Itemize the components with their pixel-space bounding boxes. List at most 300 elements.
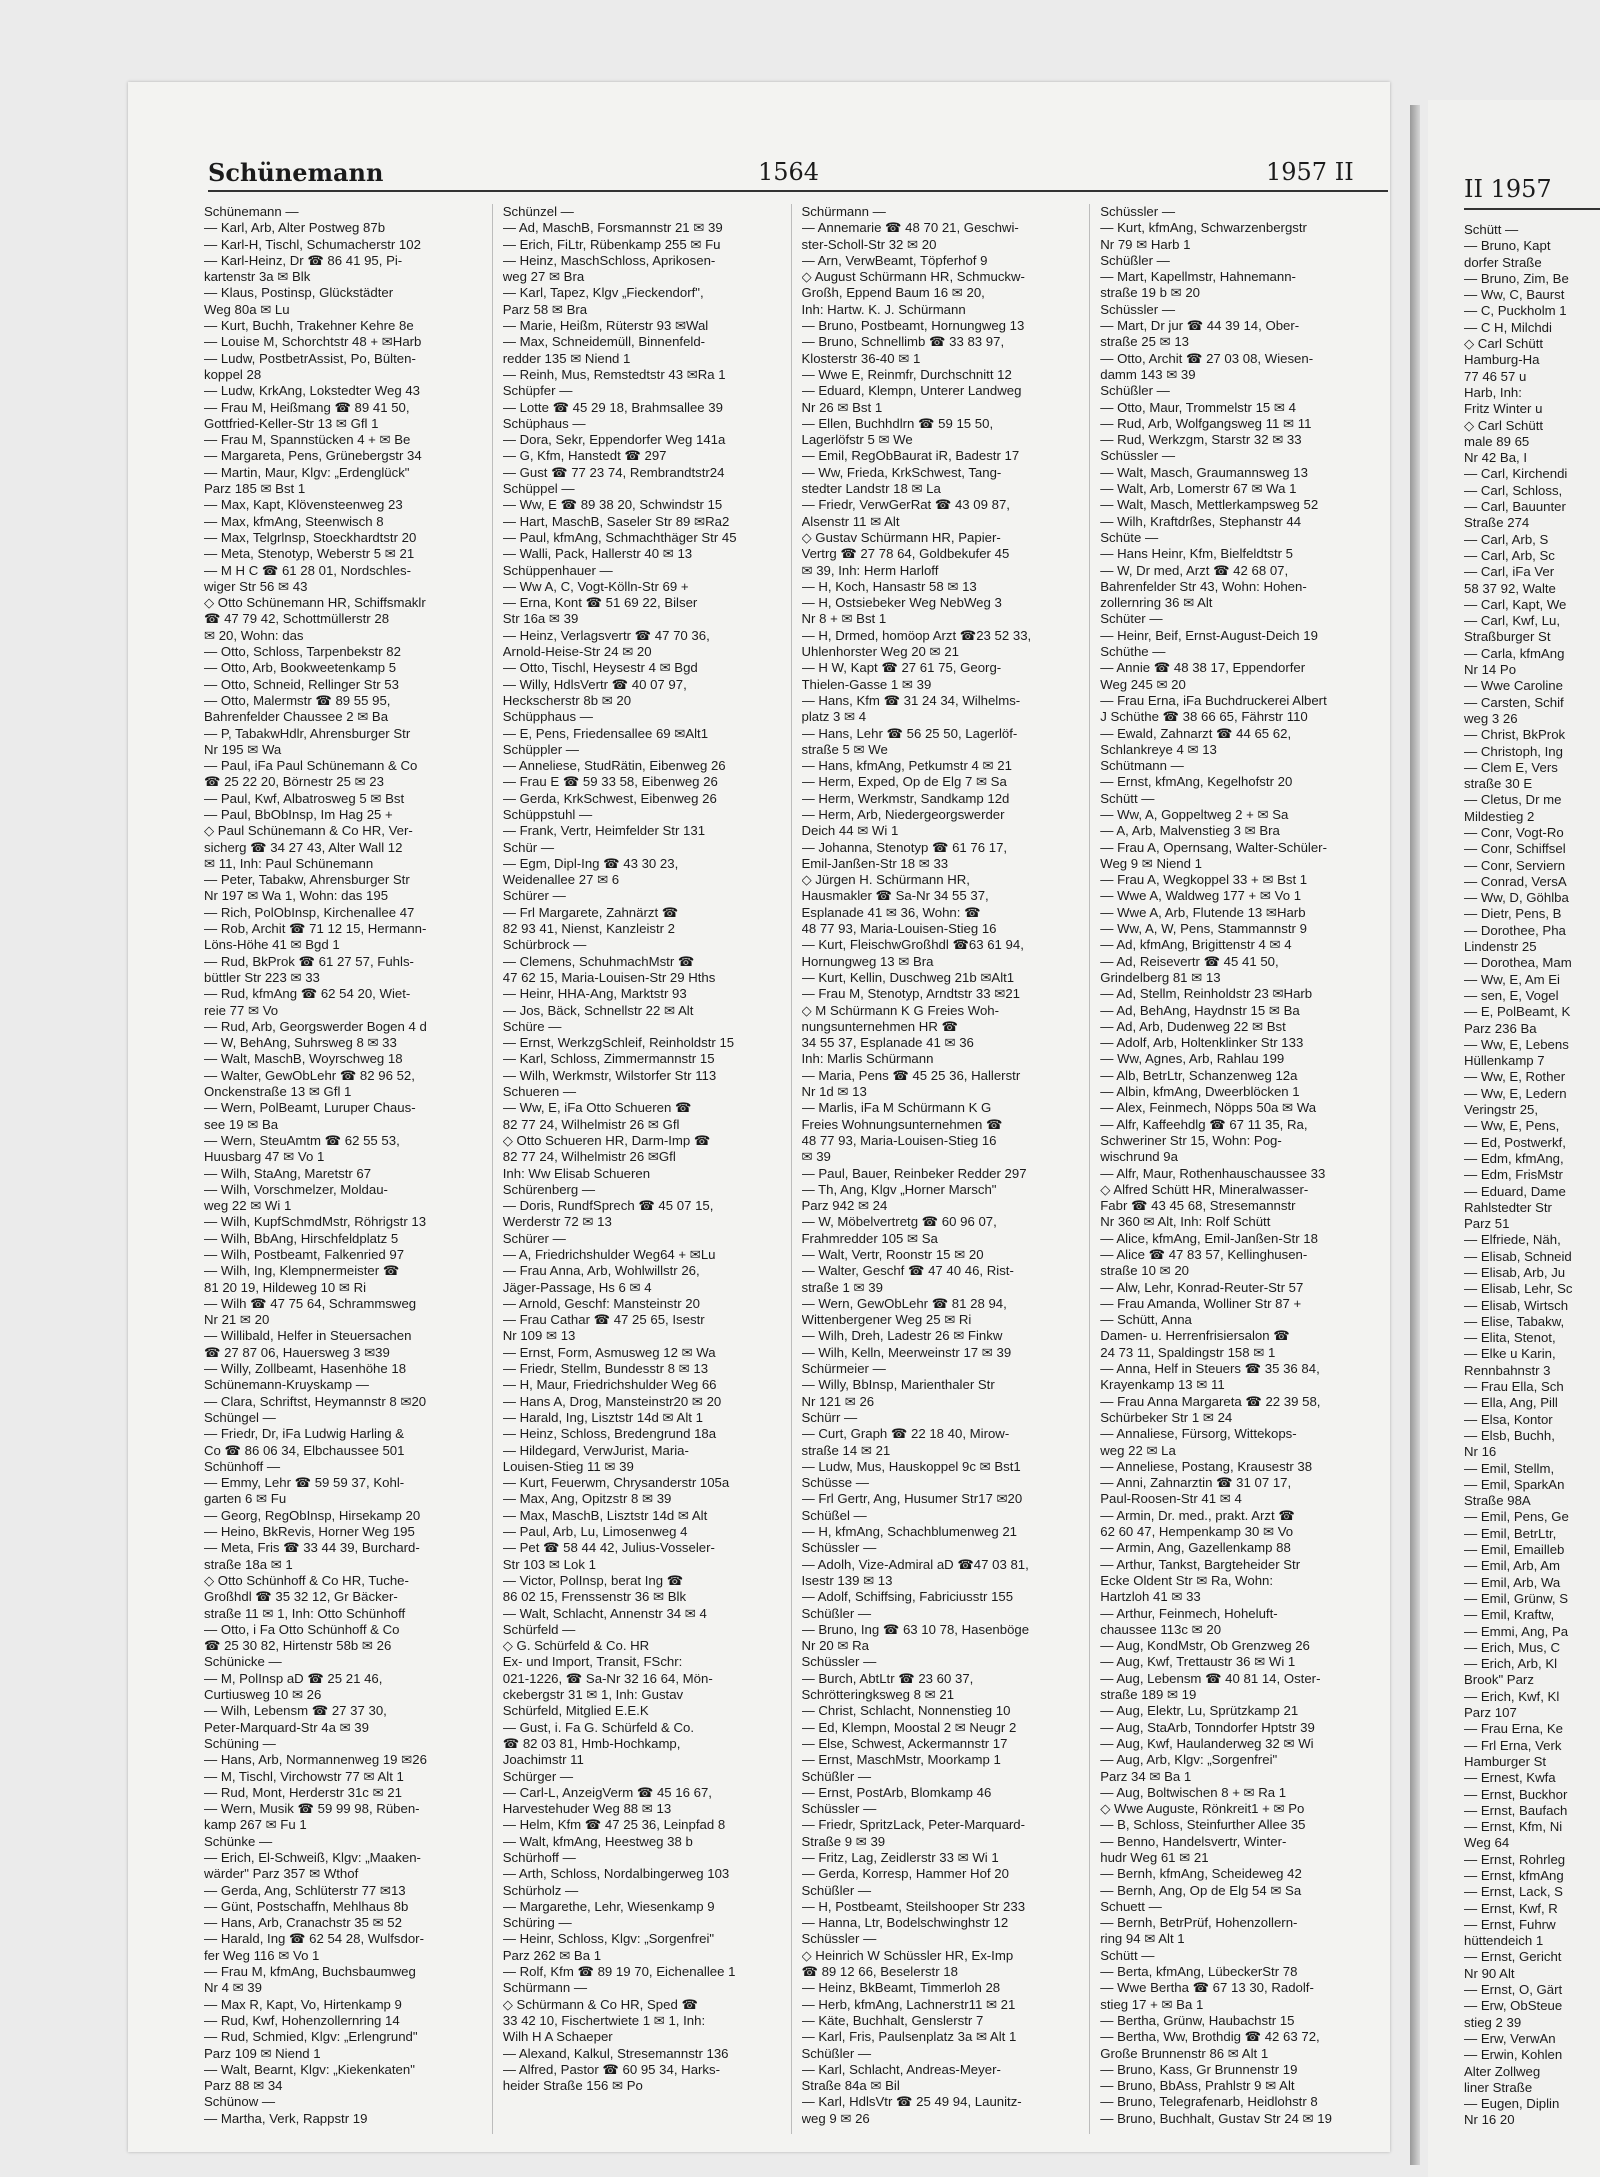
directory-entry: — Mart, Kapellmstr, Hahnemann- xyxy=(1100,269,1296,285)
directory-entry: — Hans, Arb, Normannenweg 19 ✉26 xyxy=(204,1752,427,1768)
directory-entry: Bahrenfelder Str 43, Wohn: Hohen- xyxy=(1100,578,1307,594)
directory-entry: — Hildegard, VerwJurist, Maria- xyxy=(502,1442,689,1458)
directory-entry: 81 20 19, Hildeweg 10 ✉ Ri xyxy=(204,1279,367,1295)
directory-entry: Weg 9 ✉ Niend 1 xyxy=(1100,855,1202,871)
directory-entry: ◇ Paul Schünemann & Co HR, Ver- xyxy=(204,823,413,839)
directory-entry: — Günt, Postschaffn, Mehlhaus 8b xyxy=(204,1898,409,1914)
directory-entry: Arnold-Heise-Str 24 ✉ 20 xyxy=(502,644,652,660)
directory-entry: Nr 121 ✉ 26 xyxy=(801,1393,875,1409)
directory-entry: Schürmann — xyxy=(502,1980,588,1996)
directory-entry: — Ernst, MaschMstr, Moorkamp 1 xyxy=(801,1752,1001,1768)
directory-entry: — Ludw, PostbetrAssist, Po, Bülten- xyxy=(204,350,416,366)
directory-entry: — Bruno, Kass, Gr Brunnenstr 19 xyxy=(1100,2061,1298,2077)
directory-entry: Schütt — xyxy=(1100,1947,1155,1963)
directory-entry: Schüppstuhl — xyxy=(502,806,593,822)
directory-entry: — Ad, Stellm, Reinholdstr 23 ✉Harb xyxy=(1100,986,1313,1002)
directory-entry: — Wilh, Kelln, Meerweinstr 17 ✉ 39 xyxy=(801,1344,1012,1360)
directory-entry: — Dora, Sekr, Eppendorfer Weg 141a xyxy=(502,432,726,448)
directory-entry: — A, Arb, Malvenstieg 3 ✉ Bra xyxy=(1100,823,1280,839)
directory-entry: — Johanna, Stenotyp ☎ 61 76 17, xyxy=(801,839,1008,855)
directory-entry: — Armin, Ang, Gazellenkamp 88 xyxy=(1100,1540,1291,1556)
column-4 xyxy=(1100,204,1388,2134)
adjacent-entry: Fritz Winter u xyxy=(1464,401,1543,417)
directory-entry: — Frl Margarete, Zahnärzt ☎ xyxy=(502,904,679,920)
column-1 xyxy=(204,204,493,2134)
directory-entry: ✉ 39, Inh: Herm Harloff xyxy=(801,562,939,578)
directory-entry: 86 02 15, Frenssenstr 36 ✉ Blk xyxy=(502,1589,687,1605)
adjacent-entry: — Erwin, Kohlen xyxy=(1464,2047,1563,2063)
adjacent-entry: Hamburg-Ha xyxy=(1464,352,1540,368)
directory-entry: Krayenkamp 13 ✉ 11 xyxy=(1100,1377,1225,1393)
adjacent-entry: — C H, Milchdi xyxy=(1464,319,1552,335)
directory-entry: — Harald, Ing, Lisztstr 14d ✉ Alt 1 xyxy=(502,1409,703,1425)
directory-entry: — Alb, BetrLtr, Schanzenweg 12a xyxy=(1100,1067,1298,1083)
adjacent-entry: Mildestieg 2 xyxy=(1464,808,1535,824)
adjacent-entry: — Ernst, Buckhor xyxy=(1464,1786,1568,1802)
adjacent-entry: Nr 16 xyxy=(1464,1444,1497,1460)
directory-entry: — Louise M, Schorchtstr 48 + ✉Harb xyxy=(204,334,422,350)
directory-entry: Schürhoff — xyxy=(502,1849,576,1865)
directory-entry: straße 1 ✉ 39 xyxy=(801,1279,883,1295)
directory-entry: — Frau M, Spannstücken 4 + ✉ Be xyxy=(204,432,411,448)
directory-entry: Schürfeld — xyxy=(502,1621,576,1637)
directory-entry: Schüßler — xyxy=(1100,383,1170,399)
directory-entry: wärder" Parz 357 ✉ Wthof xyxy=(204,1866,359,1882)
directory-entry: ☎ 89 12 66, Beselerstr 18 xyxy=(801,1964,958,1980)
directory-entry: — Walli, Pack, Hallerstr 40 ✉ 13 xyxy=(502,546,693,562)
directory-entry: — Frau M, Heißmang ☎ 89 41 50, xyxy=(204,399,410,415)
directory-entry: Esplanade 41 ✉ 36, Wohn: ☎ xyxy=(801,904,981,920)
directory-entry: — Bernh, Ang, Op de Elg 54 ✉ Sa xyxy=(1100,1882,1302,1898)
directory-entry: ☎ 47 79 42, Schottmüllerstr 28 xyxy=(204,611,390,627)
directory-entry: Großh, Eppend Baum 16 ✉ 20, xyxy=(801,285,985,301)
adjacent-entry: — Elita, Stenot, xyxy=(1464,1330,1556,1346)
directory-entry: — Paul, Bauer, Reinbeker Redder 297 xyxy=(801,1165,1027,1181)
directory-entry: Nr 21 ✉ 20 xyxy=(204,1312,270,1328)
directory-entry: — Heinz, MaschSchloss, Aprikosen- xyxy=(502,252,716,268)
directory-entry: — Heinr, Schloss, Klgv: „Sorgenfrei" xyxy=(502,1931,715,1947)
directory-entry: — Frau Cathar ☎ 47 25 65, Isestr xyxy=(502,1312,705,1328)
directory-entry: — Friedr, Stellm, Bundesstr 8 ✉ 13 xyxy=(502,1361,709,1377)
directory-entry: — Hart, MaschB, Saseler Str 89 ✉Ra2 xyxy=(502,513,730,529)
directory-entry: — Victor, PolInsp, berat Ing ☎ xyxy=(502,1572,684,1588)
directory-entry: ☎ 25 22 20, Börnestr 25 ✉ 23 xyxy=(204,774,384,790)
directory-entry: — Otto, Tischl, Heysestr 4 ✉ Bgd xyxy=(502,660,698,676)
adjacent-entry: — Ernst, kfmAng xyxy=(1464,1867,1564,1883)
directory-entry: — H, Postbeamt, Steilshooper Str 233 xyxy=(801,1898,1026,1914)
directory-entry: damm 143 ✉ 39 xyxy=(1100,366,1196,382)
directory-entry: Schüßler — xyxy=(801,1882,872,1898)
adjacent-entry: — Ernest, Kwfa xyxy=(1464,1770,1556,1786)
directory-entry: — Max, Ang, Opitzstr 8 ✉ 39 xyxy=(502,1491,672,1507)
adjacent-entry: — Ww, E, Pens, xyxy=(1464,1118,1560,1134)
directory-entry: — Max, Schneidemüll, Binnenfeld- xyxy=(502,334,706,350)
directory-entry: Str 103 ✉ Lok 1 xyxy=(502,1556,596,1572)
directory-entry: — Ellen, Buchhdlrn ☎ 59 15 50, xyxy=(801,415,994,431)
directory-entry: ◇ Jürgen H. Schürmann HR, xyxy=(801,872,970,888)
directory-entry: Emil-Janßen-Str 18 ✉ 33 xyxy=(801,855,949,871)
page-year: 1957 II xyxy=(1266,158,1354,186)
directory-entry: Schüßler — xyxy=(801,1768,872,1784)
adjacent-entry: Straßburger St xyxy=(1464,629,1551,645)
adjacent-entry: — Dietr, Pens, B xyxy=(1464,906,1562,922)
directory-entry: — Erna, Kont ☎ 51 69 22, Bilser xyxy=(502,595,698,611)
adjacent-entry: Hamburger St xyxy=(1464,1753,1547,1769)
adjacent-entry: — Emil, Grünw, S xyxy=(1464,1590,1569,1606)
directory-entry: 48 77 93, Maria-Louisen-Stieg 16 xyxy=(801,921,997,937)
directory-entry: — Maria, Pens ☎ 45 25 36, Hallerstr xyxy=(801,1067,1021,1083)
directory-entry: — Wern, GewObLehr ☎ 81 28 94, xyxy=(801,1295,1007,1311)
directory-entry: Schüsse — xyxy=(801,1475,869,1491)
directory-entry: — Klaus, Postinsp, Glückstädter xyxy=(204,285,394,301)
directory-entry: — Wwe E, Reinmfr, Durchschnitt 12 xyxy=(801,366,1012,382)
directory-entry: Joachimstr 11 xyxy=(502,1752,584,1768)
columns-container xyxy=(204,204,1388,2134)
directory-entry: — Paul, BbObInsp, Im Hag 25 + xyxy=(204,806,393,822)
adjacent-entry: — Erw, VerwAn xyxy=(1464,2030,1556,2046)
adjacent-entry: Brook" Parz xyxy=(1464,1672,1534,1688)
directory-entry: Schürfeld, Mitglied E.E.K xyxy=(502,1703,649,1719)
directory-entry: — Rud, Arb, Wolfgangsweg 11 ✉ 11 xyxy=(1100,415,1312,431)
directory-entry: Heckscherstr 8b ✉ 20 xyxy=(502,692,632,708)
directory-entry: — Th, Ang, Klgv „Horner Marsch" xyxy=(801,1181,997,1197)
directory-entry: — Bruno, Schnellimb ☎ 33 83 97, xyxy=(801,334,1005,350)
directory-entry: — Adolf, Arb, Holtenklinker Str 133 xyxy=(1100,1035,1304,1051)
adjacent-entry: — Elisab, Schneid xyxy=(1464,1248,1572,1264)
directory-entry: nungsunternehmen HR ☎ xyxy=(801,1018,958,1034)
directory-entry: — Arn, VerwBeamt, Töpferhof 9 xyxy=(801,252,988,268)
directory-entry: — Walt, MaschB, Woyrschweg 18 xyxy=(204,1051,403,1067)
directory-entry: Schüssler — xyxy=(801,1540,877,1556)
directory-entry: Bahrenfelder Chaussee 2 ✉ Ba xyxy=(204,709,389,725)
directory-entry: weg 22 ✉ Wi 1 xyxy=(204,1198,292,1214)
adjacent-entry: Parz 107 xyxy=(1464,1705,1517,1721)
directory-entry: Grindelberg 81 ✉ 13 xyxy=(1100,969,1221,985)
directory-entry: — Burch, AbtLtr ☎ 23 60 37, xyxy=(801,1670,974,1686)
adjacent-entry: — Elise, Tabakw, xyxy=(1464,1313,1565,1329)
adjacent-entry: — Erich, Mus, C xyxy=(1464,1639,1560,1655)
directory-entry: — Erich, El-Schweiß, Klgv: „Maaken- xyxy=(204,1849,421,1865)
directory-entry: ◇ M Schürmann K G Freies Woh- xyxy=(801,1002,1000,1018)
directory-entry: — Heinr, HHA-Ang, Marktstr 93 xyxy=(502,986,687,1002)
directory-entry: Schüssler — xyxy=(1100,204,1176,219)
directory-entry: — Walter, Geschf ☎ 47 40 46, Rist- xyxy=(801,1263,1014,1279)
directory-entry: 82 93 41, Nienst, Kanzleistr 2 xyxy=(502,921,676,937)
directory-entry: — W, Möbelvertretg ☎ 60 96 07, xyxy=(801,1214,997,1230)
directory-entry: — Aug, Kwf, Trettaustr 36 ✉ Wi 1 xyxy=(1100,1654,1296,1670)
directory-entry: — H, kfmAng, Schachblumenweg 21 xyxy=(801,1524,1018,1540)
directory-entry: Parz 58 ✉ Bra xyxy=(502,301,588,317)
directory-entry: — Arthur, Feinmech, Hoheluft- xyxy=(1100,1605,1278,1621)
directory-entry: Nr 195 ✉ Wa xyxy=(204,741,282,757)
directory-entry: Jäger-Passage, Hs 6 ✉ 4 xyxy=(502,1279,652,1295)
directory-entry: Klosterstr 36-40 ✉ 1 xyxy=(801,350,921,366)
adjacent-entry: ◇ Carl Schütt xyxy=(1464,336,1544,352)
directory-entry: Thielen-Gasse 1 ✉ 39 xyxy=(801,676,932,692)
adjacent-entry: 77 46 57 u xyxy=(1464,368,1527,384)
directory-entry: — Adolh, Vize-Admiral aD ☎47 03 81, xyxy=(801,1556,1029,1572)
directory-entry: — Martin, Maur, Klgv: „Erdenglück" xyxy=(204,464,410,480)
directory-entry: — Otto, Schneid, Rellinger Str 53 xyxy=(204,676,399,692)
directory-entry: 62 60 47, Hempenkamp 30 ✉ Vo xyxy=(1100,1524,1294,1540)
directory-entry: — Hans, Arb, Cranachstr 35 ✉ 52 xyxy=(204,1915,402,1931)
directory-entry: — Peter, Tabakw, Ahrensburger Str xyxy=(204,872,410,888)
directory-entry: Peter-Marquard-Str 4a ✉ 39 xyxy=(204,1719,369,1735)
directory-entry: Schüpfer — xyxy=(502,383,573,399)
directory-entry: Schünhoff — xyxy=(204,1458,281,1474)
adjacent-entry: weg 3 26 xyxy=(1464,710,1518,726)
directory-entry: — Curt, Graph ☎ 22 18 40, Mirow- xyxy=(801,1426,1010,1442)
directory-entry: — Ad, Reisevertr ☎ 45 41 50, xyxy=(1100,953,1279,969)
directory-entry: — Ad, Arb, Dudenweg 22 ✉ Bst xyxy=(1100,1018,1286,1034)
directory-entry: Inh: Ww Elisab Schueren xyxy=(502,1165,651,1181)
directory-entry: Harvestehuder Weg 88 ✉ 13 xyxy=(502,1801,672,1817)
directory-entry: — Otto, Schloss, Tarpenbekstr 82 xyxy=(204,644,401,660)
directory-entry: Alsenstr 11 ✉ Alt xyxy=(801,513,900,529)
adjacent-entry: Harb, Inh: xyxy=(1464,384,1522,400)
directory-entry: Parz 942 ✉ 24 xyxy=(801,1198,888,1214)
adjacent-entry: Alter Zollweg xyxy=(1464,2063,1541,2079)
directory-entry: garten 6 ✉ Fu xyxy=(204,1491,287,1507)
directory-entry: Inh: Hartw. K. J. Schürmann xyxy=(801,301,966,317)
directory-entry: — Ernst, Form, Asmusweg 12 ✉ Wa xyxy=(502,1344,716,1360)
directory-entry: — Else, Schwest, Ackermannstr 17 xyxy=(801,1735,1008,1751)
directory-entry: — M H C ☎ 61 28 01, Nordschles- xyxy=(204,562,411,578)
adjacent-entry: — Emil, Pens, Ge xyxy=(1464,1509,1569,1525)
directory-entry: — Kurt, Feuerwm, Chrysanderstr 105a xyxy=(502,1475,730,1491)
directory-entry: Schürer — xyxy=(502,1230,566,1246)
directory-entry: platz 3 ✉ 4 xyxy=(801,709,867,725)
directory-entry: — Wilh, Vorschmelzer, Moldau- xyxy=(204,1181,388,1197)
directory-entry: — Frl Gertr, Ang, Husumer Str17 ✉20 xyxy=(801,1491,1023,1507)
adjacent-entry: — Cletus, Dr me xyxy=(1464,792,1562,808)
directory-entry: ◇ Heinrich W Schüssler HR, Ex-Imp xyxy=(801,1947,1014,1963)
directory-entry: ◇ Otto Schünhoff & Co HR, Tuche- xyxy=(204,1572,409,1588)
directory-entry: — Rud, Kwf, Hohenzollernring 14 xyxy=(204,2012,400,2028)
adjacent-entry: — Ernst, Gericht xyxy=(1464,1949,1562,1965)
adjacent-entry: — Carsten, Schif xyxy=(1464,694,1564,710)
directory-entry: Schürmeier — xyxy=(801,1361,886,1377)
page-gutter xyxy=(1410,105,1420,2165)
directory-entry: — Fritz, Lag, Zeidlerstr 33 ✉ Wi 1 xyxy=(801,1849,999,1865)
directory-entry: — Ad, MaschB, Forsmannstr 21 ✉ 39 xyxy=(502,220,723,236)
adjacent-entry: — Carl, Bauunter xyxy=(1464,499,1566,515)
directory-entry: Schüning — xyxy=(204,1735,276,1751)
directory-entry: — Friedr, VerwGerRat ☎ 43 09 87, xyxy=(801,497,1010,513)
directory-entry: — Jos, Bäck, Schnellstr 22 ✉ Alt xyxy=(502,1002,694,1018)
adjacent-entry: Veringstr 25, xyxy=(1464,1102,1539,1118)
directory-entry: — Walter, GewObLehr ☎ 82 96 52, xyxy=(204,1067,415,1083)
directory-entry: — Aug, Boltwischen 8 + ✉ Ra 1 xyxy=(1100,1784,1287,1800)
directory-entry: — Ww, E ☎ 89 38 20, Schwindstr 15 xyxy=(502,497,723,513)
directory-entry: Nr 20 ✉ Ra xyxy=(801,1638,869,1654)
directory-entry: — Max, kfmAng, Steenwisch 8 xyxy=(204,513,384,529)
directory-entry: — Frau M, Stenotyp, Arndtstr 33 ✉21 xyxy=(801,986,1020,1002)
directory-entry: Schueren — xyxy=(502,1084,577,1100)
directory-entry: — Paul, Arb, Lu, Limosenweg 4 xyxy=(502,1524,688,1540)
directory-entry: — Willibald, Helfer in Steuersachen xyxy=(204,1328,412,1344)
directory-entry: — Alice ☎ 47 83 57, Kellinghusen- xyxy=(1100,1247,1308,1262)
directory-entry: 24 73 11, Spaldingstr 158 ✉ 1 xyxy=(1100,1344,1276,1360)
adjacent-entry: — Christoph, Ing xyxy=(1464,743,1563,759)
directory-entry: Schüre — xyxy=(502,1018,562,1034)
directory-entry: — Frau Amanda, Wolliner Str 87 + xyxy=(1100,1295,1302,1311)
directory-entry: — Willy, HdlsVertr ☎ 40 07 97, xyxy=(502,676,687,692)
directory-entry: see 19 ✉ Ba xyxy=(204,1116,279,1132)
directory-entry: Schürr — xyxy=(801,1409,858,1425)
directory-entry: — Emmy, Lehr ☎ 59 59 37, Kohl- xyxy=(204,1475,405,1491)
directory-entry: — Hans A, Drog, Mansteinstr20 ✉ 20 xyxy=(502,1393,722,1409)
directory-entry: — Meta, Stenotyp, Weberstr 5 ✉ 21 xyxy=(204,546,415,562)
adjacent-entry: — Dorothee, Pha xyxy=(1464,922,1566,938)
adjacent-entry: — Eugen, Diplin xyxy=(1464,2096,1560,2112)
directory-entry: Schüßel — xyxy=(801,1507,867,1523)
adjacent-entry: — Frl Erna, Verk xyxy=(1464,1737,1562,1753)
directory-entry: — Walt, Vertr, Roonstr 15 ✉ 20 xyxy=(801,1247,984,1262)
adjacent-entry: Nr 14 Po xyxy=(1464,662,1517,678)
directory-entry: Schüßler — xyxy=(801,2045,872,2061)
directory-entry: — Kurt, Kellin, Duschweg 21b ✉Alt1 xyxy=(801,969,1015,985)
adjacent-entry: — Edm, FrisMstr xyxy=(1464,1167,1563,1183)
directory-entry: ☎ 25 30 82, Hirtenstr 58b ✉ 26 xyxy=(204,1638,392,1654)
directory-entry: — Gerda, KrkSchwest, Eibenweg 26 xyxy=(502,790,717,806)
directory-entry: — Paul, Kwf, Albatrosweg 5 ✉ Bst xyxy=(204,790,405,806)
directory-entry: Schürholz — xyxy=(502,1882,579,1898)
directory-entry: Schünow — xyxy=(204,2094,276,2110)
directory-entry: Nr 26 ✉ Bst 1 xyxy=(801,399,883,415)
adjacent-entry: — Ed, Postwerkf, xyxy=(1464,1134,1566,1150)
directory-entry: — Frau Erna, iFa Buchdruckerei Albert xyxy=(1100,692,1327,708)
adjacent-entry: — Carla, kfmAng xyxy=(1464,645,1565,661)
directory-entry: kartenstr 3a ✉ Blk xyxy=(204,269,311,285)
directory-entry: ◇ Gustav Schürmann HR, Papier- xyxy=(801,529,1001,545)
directory-entry: Parz 109 ✉ Niend 1 xyxy=(204,2045,321,2061)
adjacent-entry: — Ww, E, Rother xyxy=(1464,1069,1566,1085)
directory-entry: — Max, Kapt, Klövensteenweg 23 xyxy=(204,497,403,513)
directory-entry: — G, Kfm, Hanstedt ☎ 297 xyxy=(502,448,667,464)
adjacent-entry: Lindenstr 25 xyxy=(1464,939,1537,955)
directory-entry: Große Brunnenstr 86 ✉ Alt 1 xyxy=(1100,2045,1269,2061)
directory-entry: — Heino, BkRevis, Horner Weg 195 xyxy=(204,1524,415,1540)
directory-entry: — Karl-Heinz, Dr ☎ 86 41 95, Pi- xyxy=(204,252,403,268)
adjacent-entry: — Conrad, VersA xyxy=(1464,873,1567,889)
directory-entry: Schürenberg — xyxy=(502,1181,596,1197)
directory-entry: — Hans Heinr, Kfm, Bielfeldtstr 5 xyxy=(1100,546,1294,562)
directory-entry: Freies Wohnungsunternehmen ☎ xyxy=(801,1116,1003,1132)
directory-entry: — Aug, Lebensm ☎ 40 81 14, Oster- xyxy=(1100,1670,1321,1686)
directory-entry: — Bruno, Buchhalt, Gustav Str 24 ✉ 19 xyxy=(1100,2110,1332,2126)
adjacent-entry: — Carl, Schloss, xyxy=(1464,482,1563,498)
adjacent-entry: — Erw, ObSteue xyxy=(1464,1998,1563,2014)
directory-entry: — Anni, Zahnarztin ☎ 31 07 17, xyxy=(1100,1475,1292,1491)
adjacent-entry: — Conr, Serviern xyxy=(1464,857,1566,873)
directory-entry: Ecke Oldent Str ✉ Ra, Wohn: xyxy=(1100,1572,1274,1588)
directory-entry: — Heinz, Schloss, Bredengrund 18a xyxy=(502,1426,717,1442)
directory-entry: Weg 245 ✉ 20 xyxy=(1100,676,1186,692)
directory-entry: — Walt, kfmAng, Heestweg 38 b xyxy=(502,1833,693,1849)
directory-entry: — Ewald, Zahnarzt ☎ 44 65 62, xyxy=(1100,725,1292,741)
directory-entry: weg 27 ✉ Bra xyxy=(502,269,585,285)
directory-entry: — Wwe A, Arb, Flutende 13 ✉Harb xyxy=(1100,904,1306,920)
directory-entry: Curtiusweg 10 ✉ 26 xyxy=(204,1687,322,1703)
directory-entry: — Bruno, Ing ☎ 63 10 78, Hasenböge xyxy=(801,1621,1030,1637)
directory-entry: — Wilh, Postbeamt, Falkenried 97 xyxy=(204,1247,405,1262)
directory-entry: ☎ 82 03 81, Hmb-Hochkamp, xyxy=(502,1735,681,1751)
directory-entry: — H, Ostsiebeker Weg NebWeg 3 xyxy=(801,595,1002,611)
directory-entry: — Ad, BehAng, Haydnstr 15 ✉ Ba xyxy=(1100,1002,1300,1018)
adjacent-entry: — Conr, Schiffsel xyxy=(1464,841,1566,857)
directory-entry: — Walt, Bearnt, Klgv: „Kiekenkaten" xyxy=(204,2061,415,2077)
directory-entry: ☎ 27 87 06, Hauersweg 3 ✉39 xyxy=(204,1344,390,1360)
directory-entry: — Anneliese, Postang, Krausestr 38 xyxy=(1100,1458,1313,1474)
directory-entry: — Gust, i. Fa G. Schürfeld & Co. xyxy=(502,1719,695,1735)
directory-entry: Co ☎ 86 06 34, Elbchaussee 501 xyxy=(204,1442,405,1458)
directory-entry: weg 22 ✉ La xyxy=(1100,1442,1176,1458)
directory-entry: — Bertha, Ww, Brothdig ☎ 42 63 72, xyxy=(1100,2029,1320,2045)
directory-entry: ◇ August Schürmann HR, Schmuckw- xyxy=(801,269,1025,285)
directory-entry: — Wern, Musik ☎ 59 99 98, Rüben- xyxy=(204,1801,420,1817)
directory-entry: Parz 88 ✉ 34 xyxy=(204,2078,283,2094)
directory-entry: 48 77 93, Maria-Louisen-Stieg 16 xyxy=(801,1132,997,1148)
directory-entry: — Annie ☎ 48 38 17, Eppendorfer xyxy=(1100,660,1306,676)
directory-entry: fer Weg 116 ✉ Vo 1 xyxy=(204,1947,320,1963)
directory-entry: Gottfried-Keller-Str 13 ✉ Gfl 1 xyxy=(204,415,379,431)
directory-entry: — Rud, Werkzgm, Starstr 32 ✉ 33 xyxy=(1100,432,1302,448)
directory-entry: — Otto, Malermstr ☎ 89 55 95, xyxy=(204,692,391,708)
adjacent-entry: — E, PolBeamt, K xyxy=(1464,1004,1571,1020)
directory-entry: Löns-Höhe 41 ✉ Bgd 1 xyxy=(204,937,340,953)
adjacent-entry: — Conr, Vogt-Ro xyxy=(1464,824,1564,840)
directory-entry: Schüppler — xyxy=(502,741,579,757)
directory-entry: Schürbeker Str 1 ✉ 24 xyxy=(1100,1409,1233,1425)
adjacent-entry: Straße 98A xyxy=(1464,1493,1531,1509)
directory-entry: Schüppel — xyxy=(502,481,575,497)
directory-entry: — B, Schloss, Steinfurther Allee 35 xyxy=(1100,1817,1306,1833)
directory-entry: — Marlis, iFa M Schürmann K G xyxy=(801,1100,992,1116)
directory-entry: Ex- und Import, Transit, FSchr: xyxy=(502,1654,683,1670)
directory-entry: — H, Maur, Friedrichshulder Weg 66 xyxy=(502,1377,717,1393)
adjacent-entry: — Wwe Caroline xyxy=(1464,678,1563,694)
directory-entry: — Herm, Werkmstr, Sandkamp 12d xyxy=(801,790,1010,806)
directory-entry: — Albin, kfmAng, Dweerblöcken 1 xyxy=(1100,1084,1300,1100)
directory-entry: — Clemens, SchuhmachMstr ☎ xyxy=(502,953,695,969)
directory-entry: — Herb, kfmAng, Lachnerstr11 ✉ 21 xyxy=(801,1996,1016,2012)
directory-entry: 021-1226, ☎ Sa-Nr 32 16 64, Mön- xyxy=(502,1670,713,1686)
directory-entry: — Berta, kfmAng, LübeckerStr 78 xyxy=(1100,1964,1298,1980)
directory-entry: — Arthur, Tankst, Bargteheider Str xyxy=(1100,1556,1301,1572)
directory-entry: — Karl, Schlacht, Andreas-Meyer- xyxy=(801,2061,1001,2077)
adjacent-entry: — Emil, Arb, Wa xyxy=(1464,1574,1561,1590)
directory-entry: — Aug, Kwf, Haulanderweg 32 ✉ Wi xyxy=(1100,1735,1314,1751)
adjacent-entry: — Ernst, Baufach xyxy=(1464,1802,1568,1818)
directory-entry: Schürger — xyxy=(502,1768,574,1784)
directory-entry: — Karl, Arb, Alter Postweg 87b xyxy=(204,220,386,236)
directory-entry: — Hanna, Ltr, Bodelschwinghstr 12 xyxy=(801,1915,1009,1931)
directory-entry: ✉ 20, Wohn: das xyxy=(204,627,304,643)
directory-entry: — Heinz, BkBeamt, Timmerloh 28 xyxy=(801,1980,1001,1996)
directory-entry: — Kurt, kfmAng, Schwarzenbergstr xyxy=(1100,220,1307,236)
directory-entry: büttler Str 223 ✉ 33 xyxy=(204,969,320,985)
directory-entry: — Max, MaschB, Lisztstr 14d ✉ Alt xyxy=(502,1507,708,1523)
directory-entry: Schünicke — xyxy=(204,1654,282,1670)
adjacent-entry: Hüllenkamp 7 xyxy=(1464,1053,1545,1069)
directory-entry: — Paul, iFa Paul Schünemann & Co xyxy=(204,758,418,774)
adjacent-entry: Schütt — xyxy=(1464,222,1519,237)
directory-entry: Schüppenhauer — xyxy=(502,562,613,578)
directory-entry: — Ad, kfmAng, Brigittenstr 4 ✉ 4 xyxy=(1100,937,1292,953)
adjacent-page-header: II 1957 xyxy=(1464,175,1552,203)
adjacent-entry: — Bruno, Kapt xyxy=(1464,238,1551,254)
